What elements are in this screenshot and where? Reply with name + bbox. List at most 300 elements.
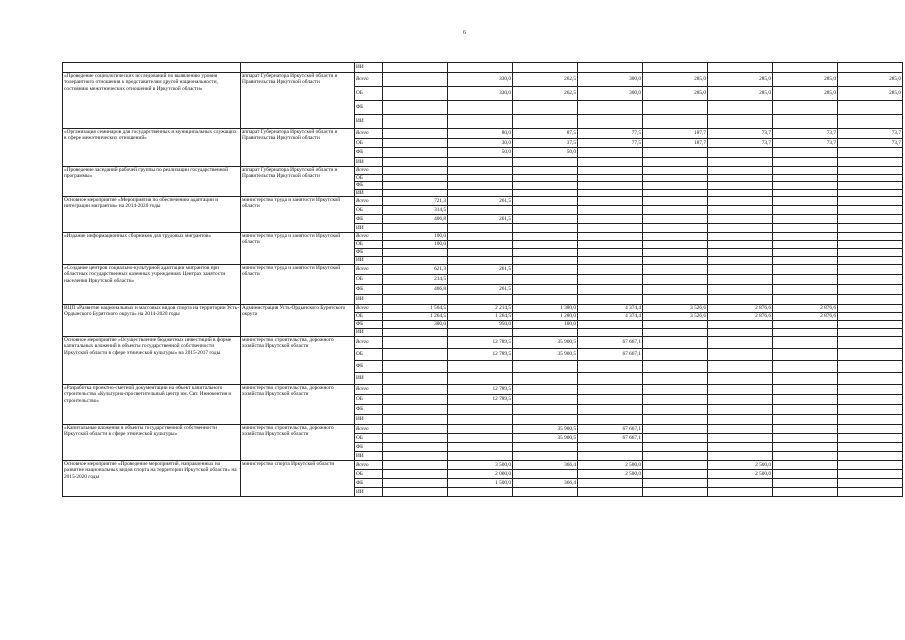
value-cell: 330,0: [448, 87, 513, 101]
value-cell: [383, 129, 448, 139]
value-cell: [448, 167, 513, 175]
value-cell: [773, 182, 838, 190]
value-cell: [838, 101, 903, 115]
funding-source: Всего: [355, 385, 383, 395]
value-cell: 214,5: [383, 275, 448, 285]
value-cell: 1 380,0: [513, 305, 578, 313]
value-cell: [708, 479, 773, 488]
value-cell: [838, 285, 903, 295]
value-cell: [513, 241, 578, 249]
value-cell: [838, 337, 903, 349]
value-cell: [448, 206, 513, 215]
value-cell: [838, 148, 903, 158]
funding-source: Всего: [355, 337, 383, 349]
value-cell: 50,0: [448, 148, 513, 158]
value-cell: [838, 206, 903, 215]
measure-name: «Создание центров социально-культурной адаптации мигрантов при областных государственных казенных учреждениях Центрах занятости населения Иркутской области»: [63, 265, 241, 305]
value-cell: [708, 361, 773, 373]
value-cell: [643, 189, 708, 197]
value-cell: [513, 157, 578, 167]
value-cell: [383, 405, 448, 415]
funding-source: ИИ: [355, 488, 383, 497]
executor-name: министерство строительства, дорожного хозяйства Иркутской области: [241, 425, 355, 461]
value-cell: 67 667,1: [578, 337, 643, 349]
table-row: [63, 305, 903, 313]
value-cell: [578, 443, 643, 452]
value-cell: [838, 405, 903, 415]
value-cell: 950,0: [448, 321, 513, 329]
value-cell: 2 500,0: [578, 470, 643, 479]
value-cell: [773, 425, 838, 434]
value-cell: [513, 63, 578, 73]
value-cell: [708, 337, 773, 349]
value-cell: 1 264,5: [383, 313, 448, 321]
value-cell: [643, 257, 708, 265]
value-cell: [708, 405, 773, 415]
value-cell: [643, 157, 708, 167]
value-cell: [448, 452, 513, 461]
value-cell: [513, 385, 578, 395]
value-cell: [773, 321, 838, 329]
value-cell: [513, 233, 578, 241]
value-cell: [578, 197, 643, 206]
value-cell: [708, 488, 773, 497]
value-cell: [838, 452, 903, 461]
value-cell: 285,0: [773, 73, 838, 87]
value-cell: [708, 452, 773, 461]
value-cell: [643, 329, 708, 337]
value-cell: [513, 373, 578, 385]
value-cell: [383, 148, 448, 158]
executor-name: Администрация Усть-Ордынского Бурятского округа: [241, 305, 355, 337]
value-cell: [643, 63, 708, 73]
value-cell: [383, 115, 448, 129]
value-cell: [838, 461, 903, 470]
value-cell: 2 000,0: [448, 470, 513, 479]
value-cell: [838, 443, 903, 452]
value-cell: [708, 115, 773, 129]
value-cell: [383, 479, 448, 488]
funding-source: ИИ: [355, 329, 383, 337]
value-cell: [448, 101, 513, 115]
source-cell: ИИ: [355, 63, 383, 73]
value-cell: [708, 63, 773, 73]
value-cell: 67 667,1: [578, 349, 643, 361]
value-cell: [708, 373, 773, 385]
value-cell: [773, 167, 838, 175]
value-cell: 262,5: [513, 73, 578, 87]
value-cell: [643, 182, 708, 190]
value-cell: [773, 241, 838, 249]
value-cell: 2 876,6: [708, 313, 773, 321]
value-cell: 50,0: [513, 148, 578, 158]
table-row: [63, 197, 903, 206]
value-cell: [383, 488, 448, 497]
value-cell: [708, 349, 773, 361]
measure-name: «Капитальные вложения в объекты государственной собственности Иркутской области в сфере этнической культуры»: [63, 425, 241, 461]
value-cell: [643, 361, 708, 373]
value-cell: [838, 479, 903, 488]
funding-source: ОБ: [355, 241, 383, 249]
value-cell: 314,5: [383, 206, 448, 215]
value-cell: [578, 295, 643, 305]
value-cell: [773, 206, 838, 215]
value-cell: [838, 197, 903, 206]
value-cell: [773, 443, 838, 452]
value-cell: [838, 395, 903, 405]
value-cell: 1 280,0: [513, 313, 578, 321]
value-cell: 3 500,0: [448, 461, 513, 470]
value-cell: [773, 197, 838, 206]
value-cell: [643, 101, 708, 115]
measure-name: «Организация семинаров для государственных и муниципальных служащих в сфере межэтнических отношений»: [63, 129, 241, 167]
table-row: [63, 129, 903, 139]
value-cell: [838, 182, 903, 190]
funding-source: ИИ: [355, 452, 383, 461]
table-row: [63, 425, 903, 434]
value-cell: [708, 425, 773, 434]
value-cell: [643, 215, 708, 224]
value-cell: [773, 361, 838, 373]
value-cell: [643, 206, 708, 215]
measure-name: Основное мероприятие «Осуществление бюджетных инвестиций в форме капитальных вложений в объекты государственной собственности Иркутской области в сфере этнической культуры» на 2015-2017 годы: [63, 337, 241, 385]
funding-source: ОБ: [355, 87, 383, 101]
value-cell: [383, 443, 448, 452]
value-cell: 1 564,5: [383, 305, 448, 313]
value-cell: [773, 434, 838, 443]
value-cell: [383, 337, 448, 349]
funding-source: ОБ: [355, 395, 383, 405]
value-cell: 73,7: [773, 138, 838, 148]
value-cell: [513, 249, 578, 257]
value-cell: 2 876,6: [773, 305, 838, 313]
value-cell: [838, 305, 903, 313]
value-cell: 73,7: [838, 138, 903, 148]
value-cell: [773, 174, 838, 182]
value-cell: 300,0: [383, 321, 448, 329]
value-cell: [643, 443, 708, 452]
funding-source: ИИ: [355, 189, 383, 197]
value-cell: [513, 197, 578, 206]
value-cell: [448, 174, 513, 182]
value-cell: [838, 189, 903, 197]
executor-name: аппарат Губернатора Иркутской области и Правительства Иркутской области: [241, 167, 355, 197]
value-cell: [643, 452, 708, 461]
value-cell: [383, 73, 448, 87]
value-cell: 2 500,0: [708, 470, 773, 479]
value-cell: [383, 157, 448, 167]
value-cell: [383, 87, 448, 101]
value-cell: [773, 329, 838, 337]
value-cell: [708, 329, 773, 337]
funding-source: ОБ: [355, 313, 383, 321]
measure-name: «Издание информационных сборников для трудовых мигрантов»: [63, 233, 241, 265]
value-cell: [838, 224, 903, 233]
value-cell: [708, 285, 773, 295]
value-cell: 300,0: [578, 73, 643, 87]
value-cell: [643, 434, 708, 443]
value-cell: [643, 285, 708, 295]
value-cell: [578, 148, 643, 158]
value-cell: 285,0: [838, 73, 903, 87]
value-cell: [643, 321, 708, 329]
value-cell: [448, 443, 513, 452]
funding-source: ОБ: [355, 206, 383, 215]
value-cell: [383, 249, 448, 257]
value-cell: [708, 275, 773, 285]
value-cell: [513, 275, 578, 285]
measure-name: Основное мероприятие «Мероприятия по обеспечению адаптации и интеграции мигрантов» на 2014-2020 годы: [63, 197, 241, 233]
table-row: [63, 73, 903, 87]
value-cell: [513, 115, 578, 129]
value-cell: [578, 321, 643, 329]
value-cell: [383, 470, 448, 479]
value-cell: 285,0: [643, 73, 708, 87]
executor-name: аппарат Губернатора Иркутской области и Правительства Иркутской области: [241, 73, 355, 129]
value-cell: [838, 361, 903, 373]
executor-name: министерство труда и занятости Иркутской области: [241, 265, 355, 305]
value-cell: [773, 405, 838, 415]
value-cell: [643, 488, 708, 497]
value-cell: [448, 488, 513, 497]
value-cell: [513, 405, 578, 415]
funding-source: ФБ: [355, 148, 383, 158]
value-cell: [773, 257, 838, 265]
value-cell: 73,7: [838, 129, 903, 139]
table-row: [63, 167, 903, 175]
value-cell: [838, 249, 903, 257]
value-cell: [773, 157, 838, 167]
value-cell: [773, 373, 838, 385]
value-cell: [513, 167, 578, 175]
value-cell: [838, 313, 903, 321]
value-cell: 67 667,1: [578, 425, 643, 434]
value-cell: [708, 197, 773, 206]
executor-cell: [241, 63, 355, 73]
value-cell: [838, 488, 903, 497]
value-cell: [708, 395, 773, 405]
value-cell: [643, 224, 708, 233]
value-cell: [513, 488, 578, 497]
value-cell: 285,0: [773, 87, 838, 101]
funding-table: [62, 62, 903, 497]
value-cell: [773, 470, 838, 479]
value-cell: [383, 395, 448, 405]
value-cell: [513, 415, 578, 425]
value-cell: [708, 434, 773, 443]
value-cell: 37,5: [513, 138, 578, 148]
value-cell: [578, 395, 643, 405]
value-cell: 30,0: [448, 138, 513, 148]
value-cell: 285,0: [708, 87, 773, 101]
value-cell: [708, 148, 773, 158]
value-cell: [383, 174, 448, 182]
funding-source: ОБ: [355, 434, 383, 443]
value-cell: [643, 197, 708, 206]
value-cell: 12 789,5: [448, 337, 513, 349]
value-cell: [448, 373, 513, 385]
value-cell: [578, 361, 643, 373]
value-cell: [448, 275, 513, 285]
value-cell: [838, 373, 903, 385]
value-cell: [773, 385, 838, 395]
value-cell: 406,8: [383, 215, 448, 224]
value-cell: [838, 63, 903, 73]
value-cell: 406,8: [383, 285, 448, 295]
funding-source: ФБ: [355, 405, 383, 415]
value-cell: [578, 329, 643, 337]
value-cell: [643, 470, 708, 479]
value-cell: [773, 337, 838, 349]
value-cell: [643, 174, 708, 182]
value-cell: [448, 157, 513, 167]
value-cell: 12 789,5: [448, 349, 513, 361]
value-cell: [513, 257, 578, 265]
value-cell: 77,5: [578, 138, 643, 148]
funding-source: Всего: [355, 461, 383, 470]
value-cell: [708, 215, 773, 224]
value-cell: [513, 206, 578, 215]
funding-source: ФБ: [355, 101, 383, 115]
value-cell: 80,0: [448, 129, 513, 139]
funding-source: Всего: [355, 129, 383, 139]
value-cell: [448, 189, 513, 197]
value-cell: [643, 275, 708, 285]
funding-source: ФБ: [355, 361, 383, 373]
value-cell: [708, 415, 773, 425]
value-cell: 621,3: [383, 265, 448, 275]
value-cell: 300,0: [578, 87, 643, 101]
funding-source: Всего: [355, 425, 383, 434]
value-cell: [383, 167, 448, 175]
value-cell: [643, 233, 708, 241]
value-cell: [513, 265, 578, 275]
table-row: [63, 461, 903, 470]
value-cell: [708, 385, 773, 395]
value-cell: [838, 415, 903, 425]
value-cell: 1 500,0: [448, 479, 513, 488]
value-cell: [773, 285, 838, 295]
value-cell: 3 526,6: [643, 313, 708, 321]
value-cell: [383, 295, 448, 305]
value-cell: [513, 361, 578, 373]
value-cell: [773, 395, 838, 405]
value-cell: 261,5: [448, 197, 513, 206]
value-cell: [578, 182, 643, 190]
value-cell: 73,7: [773, 129, 838, 139]
value-cell: 100,0: [383, 233, 448, 241]
value-cell: 262,5: [513, 87, 578, 101]
value-cell: [708, 443, 773, 452]
measure-name: «Проведение социологических исследований по выявлению уровня толерантного отношения к представителям другой национальности, состоянию межэтнических отношений в Иркутской области»: [63, 73, 241, 129]
value-cell: [708, 321, 773, 329]
value-cell: [448, 405, 513, 415]
value-cell: [708, 189, 773, 197]
value-cell: [838, 257, 903, 265]
value-cell: [643, 425, 708, 434]
value-cell: [448, 425, 513, 434]
value-cell: [513, 189, 578, 197]
value-cell: [578, 405, 643, 415]
funding-source: ОБ: [355, 470, 383, 479]
value-cell: [513, 329, 578, 337]
value-cell: 261,5: [448, 215, 513, 224]
value-cell: 87,5: [513, 129, 578, 139]
value-cell: 2 876,6: [773, 313, 838, 321]
value-cell: [773, 63, 838, 73]
value-cell: [578, 257, 643, 265]
funding-source: ФБ: [355, 215, 383, 224]
value-cell: [513, 182, 578, 190]
value-cell: [773, 488, 838, 497]
value-cell: [643, 461, 708, 470]
value-cell: [838, 275, 903, 285]
value-cell: [448, 415, 513, 425]
executor-name: министерство труда и занятости Иркутской области: [241, 197, 355, 233]
value-cell: [838, 241, 903, 249]
value-cell: 2 214,5: [448, 305, 513, 313]
value-cell: [578, 385, 643, 395]
value-cell: [578, 488, 643, 497]
funding-source: ОБ: [355, 349, 383, 361]
value-cell: [578, 415, 643, 425]
value-cell: [708, 257, 773, 265]
value-cell: [708, 167, 773, 175]
value-cell: [838, 265, 903, 275]
table-row: [63, 385, 903, 395]
value-cell: 77,5: [578, 129, 643, 139]
value-cell: 12 789,5: [448, 395, 513, 405]
funding-source: ОБ: [355, 275, 383, 285]
value-cell: 187,7: [643, 138, 708, 148]
funding-source: ИИ: [355, 115, 383, 129]
value-cell: [448, 224, 513, 233]
value-cell: [383, 182, 448, 190]
value-cell: [838, 385, 903, 395]
value-cell: [383, 385, 448, 395]
measure-name: «Разработка проектно-сметной документации на объект капитального строительства «Культурно-просветительный центр им. Свт. Иннокентия и строительство»: [63, 385, 241, 425]
value-cell: 2 500,0: [708, 461, 773, 470]
value-cell: [383, 138, 448, 148]
value-cell: [643, 295, 708, 305]
value-cell: [838, 470, 903, 479]
value-cell: [513, 285, 578, 295]
measure-name: Основное мероприятие «Проведение мероприятий, направленных на развитие национальных видов спорта на территории Иркутской области» на 2015-2020 годы: [63, 461, 241, 497]
value-cell: [773, 461, 838, 470]
value-cell: [383, 373, 448, 385]
value-cell: [513, 174, 578, 182]
value-cell: [773, 215, 838, 224]
value-cell: [448, 434, 513, 443]
value-cell: [448, 233, 513, 241]
value-cell: [383, 257, 448, 265]
funding-source: ИИ: [355, 373, 383, 385]
value-cell: [838, 215, 903, 224]
measure-name: «Проведение заседаний рабочей группы по реализации государственной программы»: [63, 167, 241, 197]
value-cell: [513, 443, 578, 452]
value-cell: 285,0: [643, 87, 708, 101]
executor-name: аппарат Губернатора Иркутской области и Правительства Иркутской области: [241, 129, 355, 167]
value-cell: [578, 373, 643, 385]
value-cell: 35 900,5: [513, 425, 578, 434]
value-cell: [383, 63, 448, 73]
value-cell: [383, 349, 448, 361]
funding-source: ИИ: [355, 415, 383, 425]
value-cell: [578, 115, 643, 129]
value-cell: [513, 295, 578, 305]
value-cell: [383, 329, 448, 337]
value-cell: [448, 241, 513, 249]
